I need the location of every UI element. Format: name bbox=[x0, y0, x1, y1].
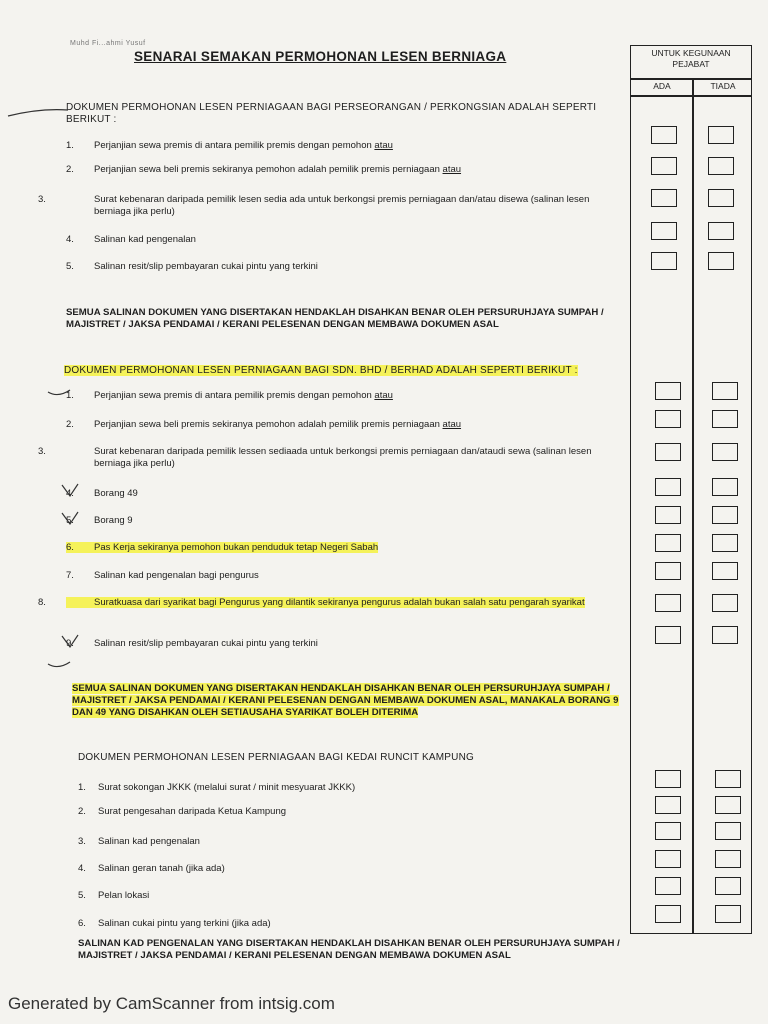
item-text: Surat kebenaran daripada pemilik lesen sedia ada untuk berkongsi premis perniagaan dan/atau disewa (salinan lesen berniaga jika perlu) bbox=[94, 194, 590, 217]
tiada-checkbox[interactable] bbox=[708, 189, 734, 207]
tiada-checkbox[interactable] bbox=[715, 850, 741, 868]
tiada-checkbox[interactable] bbox=[712, 478, 738, 496]
item-text: Surat kebenaran daripada pemilik lessen sediaada untuk berkongsi premis perniagaan dan/ataudi sewa (salinan lesen berniaga jika perlu) bbox=[94, 446, 592, 469]
list-item bbox=[78, 836, 618, 848]
list-item bbox=[66, 542, 616, 554]
ada-column-label: ADA bbox=[653, 81, 671, 91]
list-item bbox=[78, 806, 618, 818]
ada-checkbox[interactable] bbox=[655, 626, 681, 644]
item-number: 6. bbox=[78, 918, 86, 929]
list-item bbox=[78, 782, 618, 794]
tiada-checkbox[interactable] bbox=[708, 252, 734, 270]
item-text: Pelan lokasi bbox=[98, 890, 150, 901]
list-item bbox=[66, 638, 616, 650]
list-item bbox=[66, 234, 616, 246]
list-item bbox=[66, 140, 616, 152]
list-item bbox=[78, 890, 618, 902]
item-text: Perjanjian sewa premis di antara pemilik premis dengan pemohon bbox=[94, 390, 372, 401]
item-text: Perjanjian sewa premis di antara pemilik premis dengan pemohon bbox=[94, 140, 372, 151]
item-text: Salinan resit/slip pembayaran cukai pintu yang terkini bbox=[94, 261, 318, 272]
section2-heading bbox=[64, 365, 624, 377]
item-text: Salinan cukai pintu yang terkini (jika ada) bbox=[98, 918, 271, 929]
ada-checkbox[interactable] bbox=[655, 594, 681, 612]
section3-note: SALINAN KAD PENGENALAN YANG DISERTAKAN HENDAKLAH DISAHKAN BENAR OLEH PERSURUHJAYA SUMPAH / MAJISTRET / JAKSA PENDAMAI / KERANI PELESENAN DENGAN MEMBAWA DOKUMEN ASAL bbox=[78, 938, 620, 961]
section2-note-text: SEMUA SALINAN DOKUMEN YANG DISERTAKAN HENDAKLAH DISAHKAN BENAR OLEH PERSURUHJAYA SUMPAH / MAJISTRET / JAKSA PENDAMAI / KERANI PELESENAN DENGAN MEMBAWA DOKUMEN ASAL, MANAKALA BORANG 9 DAN 49 YANG DISAHKAN OLEH SETIAUSAHA SYARIKAT BOLEH DITERIMA bbox=[72, 683, 619, 718]
list-item bbox=[38, 194, 624, 218]
ada-checkbox[interactable] bbox=[655, 877, 681, 895]
office-use-heading: UNTUK KEGUNAAN PEJABAT bbox=[651, 48, 731, 69]
tiada-checkbox[interactable] bbox=[708, 157, 734, 175]
scanner-footer: Generated by CamScanner from intsig.com bbox=[8, 994, 335, 1013]
ada-checkbox[interactable] bbox=[651, 189, 677, 207]
faint-header-text: Muhd Fi...ahmi Yusuf bbox=[70, 40, 146, 47]
tiada-checkbox[interactable] bbox=[708, 222, 734, 240]
column-divider-line bbox=[630, 95, 752, 97]
item-number: 7. bbox=[66, 570, 74, 581]
ada-checkbox[interactable] bbox=[655, 905, 681, 923]
tiada-checkbox[interactable] bbox=[715, 905, 741, 923]
ada-checkbox[interactable] bbox=[651, 126, 677, 144]
tiada-column-label: TIADA bbox=[710, 81, 736, 91]
item-number: 5. bbox=[66, 261, 74, 272]
tiada-checkbox[interactable] bbox=[712, 443, 738, 461]
list-item bbox=[66, 164, 616, 176]
item-number: 3. bbox=[78, 836, 86, 847]
item-number: 4. bbox=[66, 234, 74, 245]
list-item bbox=[66, 488, 616, 500]
pen-stroke bbox=[48, 662, 70, 667]
tiada-checkbox[interactable] bbox=[712, 626, 738, 644]
item-number: 3. bbox=[38, 194, 46, 205]
tiada-checkbox[interactable] bbox=[712, 594, 738, 612]
item-number: 5. bbox=[78, 890, 86, 901]
list-item bbox=[66, 570, 616, 582]
ada-checkbox[interactable] bbox=[655, 382, 681, 400]
list-item bbox=[66, 261, 616, 273]
item-number: 5. bbox=[66, 515, 74, 526]
section3-heading: DOKUMEN PERMOHONAN LESEN PERNIAGAAN BAGI KEDAI RUNCIT KAMPUNG bbox=[78, 752, 474, 763]
item-number: 2. bbox=[66, 164, 74, 175]
tiada-checkbox[interactable] bbox=[712, 382, 738, 400]
item-number: 1. bbox=[66, 140, 74, 151]
tiada-checkbox[interactable] bbox=[708, 126, 734, 144]
item-text: Perjanjian sewa beli premis sekiranya pemohon adalah pemilik premis perniagaan bbox=[94, 164, 440, 175]
tiada-checkbox[interactable] bbox=[715, 796, 741, 814]
item-number: 4. bbox=[78, 863, 86, 874]
ada-checkbox[interactable] bbox=[655, 562, 681, 580]
ada-checkbox[interactable] bbox=[651, 157, 677, 175]
tiada-checkbox[interactable] bbox=[712, 562, 738, 580]
item-number: 6. bbox=[66, 542, 74, 553]
item-number: 1. bbox=[78, 782, 86, 793]
ada-checkbox[interactable] bbox=[655, 534, 681, 552]
tiada-checkbox[interactable] bbox=[715, 877, 741, 895]
item-text: Suratkuasa dari syarikat bagi Pengurus yang dilantik sekiranya pengurus adalah bukan salah satu pengarah syarikat bbox=[94, 597, 585, 608]
ada-checkbox[interactable] bbox=[655, 478, 681, 496]
list-item bbox=[66, 390, 616, 402]
item-text: Salinan resit/slip pembayaran cukai pintu yang terkini bbox=[94, 638, 318, 649]
section2-heading-text: DOKUMEN PERMOHONAN LESEN PERNIAGAAN BAGI SDN. BHD / BERHAD ADALAH SEPERTI BERIKUT : bbox=[64, 365, 578, 376]
list-item bbox=[66, 515, 616, 527]
section1-note: SEMUA SALINAN DOKUMEN YANG DISERTAKAN HENDAKLAH DISAHKAN BENAR OLEH PERSURUHJAYA SUMPAH / MAJISTRET / JAKSA PENDAMAI / KERANI PELESENAN DENGAN MEMBAWA DOKUMEN ASAL bbox=[66, 307, 604, 330]
ada-checkbox[interactable] bbox=[655, 796, 681, 814]
item-number: 4. bbox=[66, 488, 74, 499]
item-text: Salinan geran tanah (jika ada) bbox=[98, 863, 225, 874]
item-text: Pas Kerja sekiranya pemohon bukan penduduk tetap Negeri Sabah bbox=[94, 542, 379, 553]
item-suffix: atau bbox=[442, 164, 462, 175]
tiada-checkbox[interactable] bbox=[712, 410, 738, 428]
list-item bbox=[66, 419, 616, 431]
item-text: Salinan kad pengenalan bbox=[94, 234, 196, 245]
tiada-checkbox[interactable] bbox=[715, 822, 741, 840]
ada-checkbox[interactable] bbox=[655, 770, 681, 788]
item-text: Salinan kad pengenalan bbox=[98, 836, 200, 847]
item-number: 2. bbox=[66, 419, 74, 430]
pen-stroke bbox=[8, 110, 68, 116]
list-item bbox=[38, 597, 624, 609]
item-suffix: atau bbox=[442, 419, 462, 430]
item-text: Perjanjian sewa beli premis sekiranya pemohon adalah pemilik premis perniagaan bbox=[94, 419, 440, 430]
column-divider-line bbox=[630, 78, 752, 80]
document-title: SENARAI SEMAKAN PERMOHONAN LESEN BERNIAGA bbox=[134, 49, 507, 64]
section2-note bbox=[72, 683, 632, 719]
item-text: Surat sokongan JKKK (melalui surat / minit mesyuarat JKKK) bbox=[98, 782, 356, 793]
item-text: Salinan kad pengenalan bagi pengurus bbox=[94, 570, 259, 581]
item-number: 1. bbox=[66, 390, 74, 401]
item-text: Borang 49 bbox=[94, 488, 138, 499]
ada-checkbox[interactable] bbox=[655, 822, 681, 840]
item-number: 3. bbox=[38, 446, 46, 457]
ada-checkbox[interactable] bbox=[655, 506, 681, 524]
item-number: 8. bbox=[38, 597, 46, 608]
tiada-checkbox[interactable] bbox=[712, 534, 738, 552]
list-item bbox=[78, 918, 618, 930]
tiada-checkbox[interactable] bbox=[712, 506, 738, 524]
ada-checkbox[interactable] bbox=[655, 850, 681, 868]
list-item bbox=[38, 446, 624, 470]
item-number: 2. bbox=[78, 806, 86, 817]
ada-checkbox[interactable] bbox=[655, 410, 681, 428]
tiada-checkbox[interactable] bbox=[715, 770, 741, 788]
item-text: Surat pengesahan daripada Ketua Kampung bbox=[98, 806, 287, 817]
item-suffix: atau bbox=[374, 140, 393, 151]
item-number: 9. bbox=[66, 638, 74, 649]
item-suffix: atau bbox=[374, 390, 393, 401]
ada-checkbox[interactable] bbox=[655, 443, 681, 461]
section1-heading: DOKUMEN PERMOHONAN LESEN PERNIAGAAN BAGI PERSEORANGAN / PERKONGSIAN ADALAH SEPERTI BERIKUT : bbox=[66, 102, 597, 125]
ada-checkbox[interactable] bbox=[651, 222, 677, 240]
item-text: Borang 9 bbox=[94, 515, 133, 526]
column-divider-line bbox=[692, 78, 694, 934]
ada-checkbox[interactable] bbox=[651, 252, 677, 270]
list-item bbox=[78, 863, 618, 875]
